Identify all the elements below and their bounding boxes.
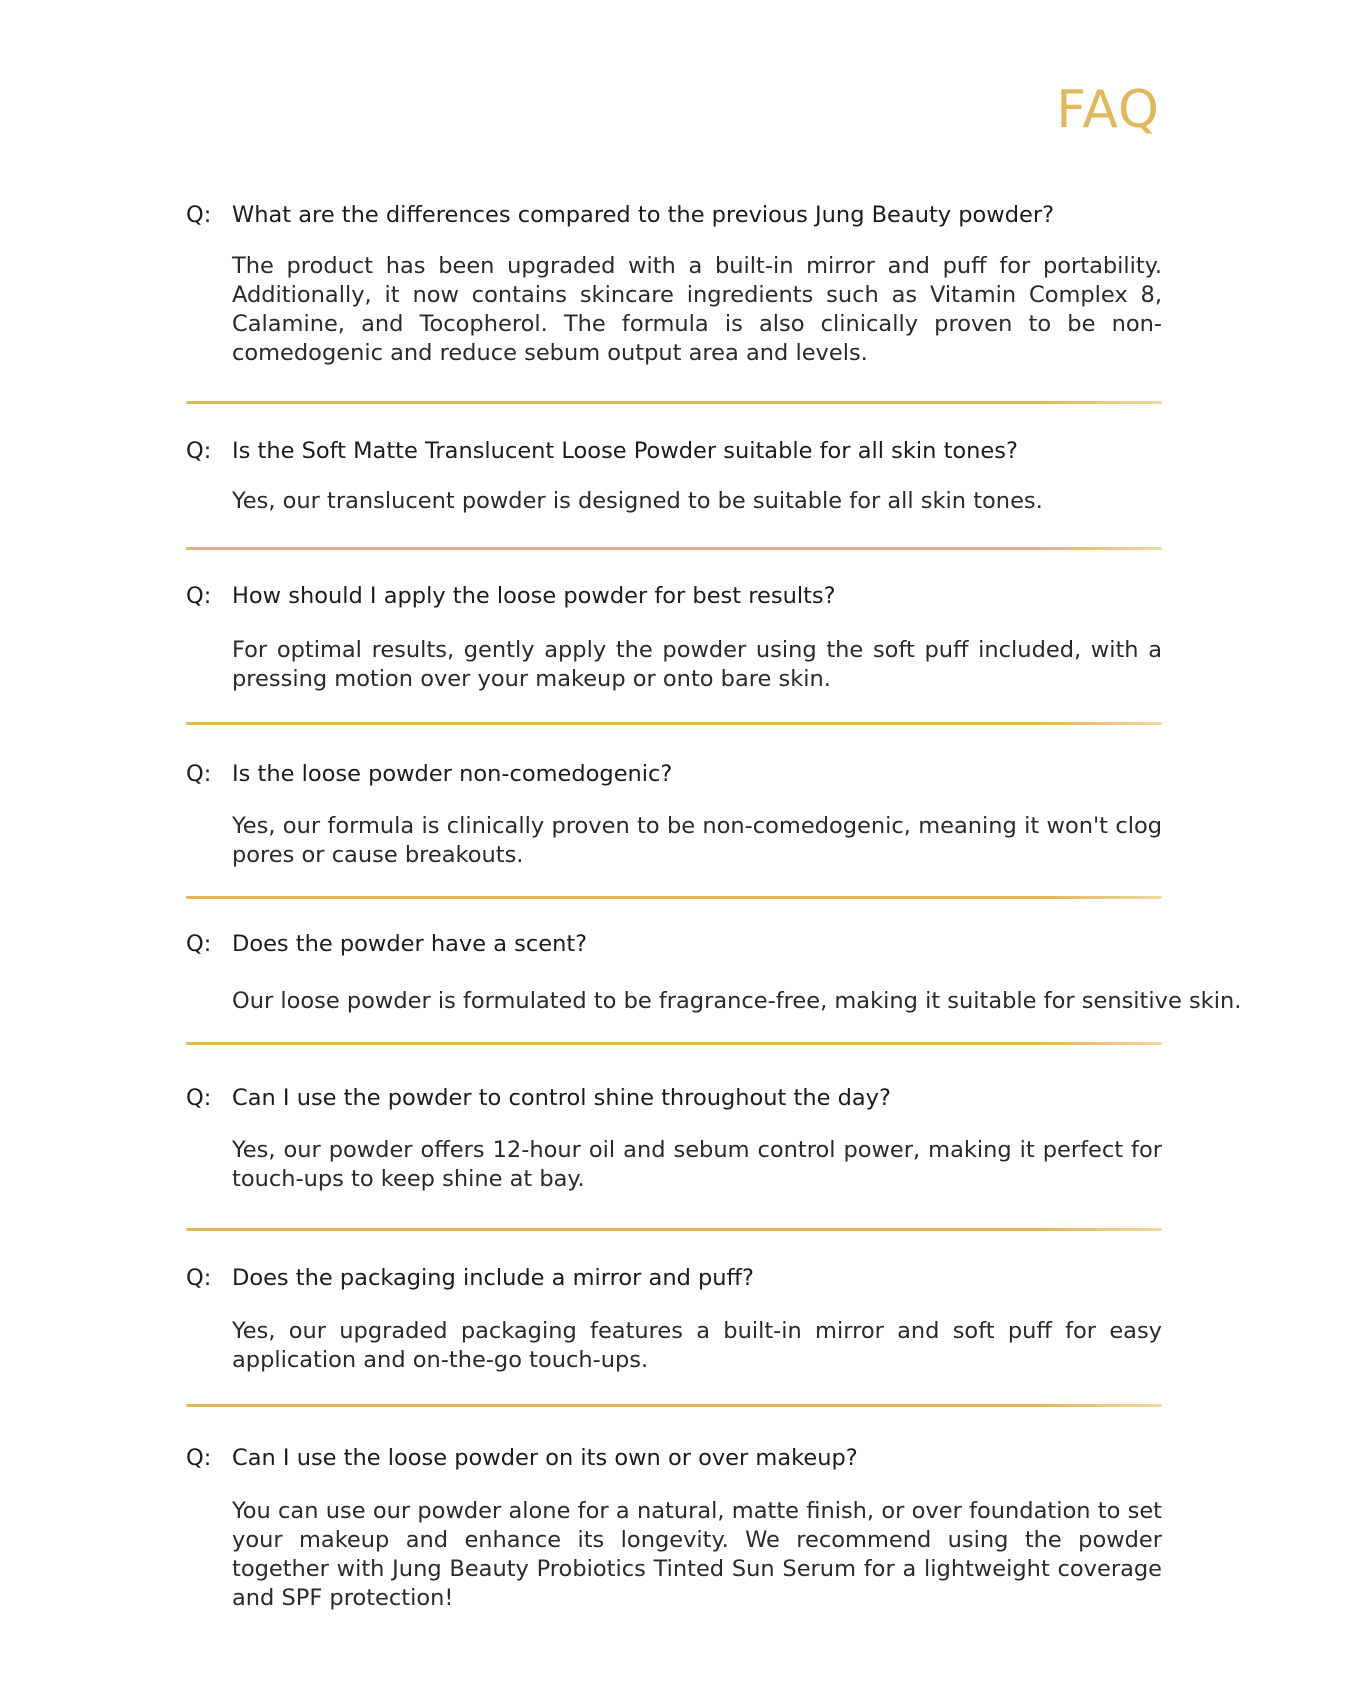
page-title: FAQ [1056, 80, 1160, 140]
question-text: Can I use the loose powder on its own or over makeup? [232, 1445, 858, 1471]
faq-answer: You can use our powder alone for a natural, matte finish, or over foundation to set your makeup and enhance its longevity. We recommend using the powder together with Jung Beauty Probiotics Tinted Sun Serum for a lightweight coverage and SPF protection! [232, 1498, 1162, 1611]
question-text: Can I use the powder to control shine throughout the day? [232, 1085, 891, 1111]
question-text: Does the powder have a scent? [232, 931, 588, 957]
faq-question [186, 759, 1162, 789]
faq-question [186, 1263, 1162, 1293]
question-text: Is the loose powder non-comedogenic? [232, 761, 673, 787]
question-prefix: Q: [186, 931, 212, 957]
faq-answer: Yes, our powder offers 12-hour oil and sebum control power, making it perfect for touch-ups to keep shine at bay. [232, 1137, 1162, 1192]
faq-divider [186, 401, 1162, 404]
faq-divider [186, 1404, 1162, 1407]
faq-answer: For optimal results, gently apply the powder using the soft puff included, with a pressing motion over your makeup or onto bare skin. [232, 637, 1162, 692]
faq-answer: Our loose powder is formulated to be fragrance-free, making it suitable for sensitive skin. [232, 988, 1242, 1014]
faq-question [186, 581, 1162, 611]
question-prefix: Q: [186, 1085, 212, 1111]
faq-answer: Yes, our translucent powder is designed to be suitable for all skin tones. [232, 488, 1043, 514]
faq-divider [186, 722, 1162, 725]
faq-answer: Yes, our formula is clinically proven to be non-comedogenic, meaning it won't clog pores or cause breakouts. [232, 813, 1162, 868]
faq-question [186, 1443, 1162, 1473]
question-prefix: Q: [186, 761, 212, 787]
question-prefix: Q: [186, 583, 212, 609]
faq-divider [186, 1042, 1162, 1045]
faq-divider [186, 1228, 1162, 1231]
faq-question [186, 436, 1162, 466]
question-text: What are the differences compared to the previous Jung Beauty powder? [232, 202, 1055, 228]
faq-answer: Yes, our upgraded packaging features a built-in mirror and soft puff for easy application and on-the-go touch-ups. [232, 1318, 1162, 1373]
question-prefix: Q: [186, 1445, 212, 1471]
faq-divider [186, 547, 1162, 550]
question-text: How should I apply the loose powder for best results? [232, 583, 836, 609]
question-prefix: Q: [186, 202, 212, 228]
question-text: Does the packaging include a mirror and puff? [232, 1265, 755, 1291]
faq-question [186, 200, 1162, 230]
faq-question [186, 929, 1162, 959]
faq-divider [186, 896, 1162, 899]
question-text: Is the Soft Matte Translucent Loose Powder suitable for all skin tones? [232, 438, 1018, 464]
faq-answer: The product has been upgraded with a built-in mirror and puff for portability. Additionally, it now contains skincare ingredients such as Vitamin Complex 8, Calamine, and Tocopherol. The formula is also clinically proven to be non-comedogenic and reduce sebum output area and levels. [232, 253, 1162, 366]
question-prefix: Q: [186, 1265, 212, 1291]
faq-question [186, 1083, 1162, 1113]
question-prefix: Q: [186, 438, 212, 464]
